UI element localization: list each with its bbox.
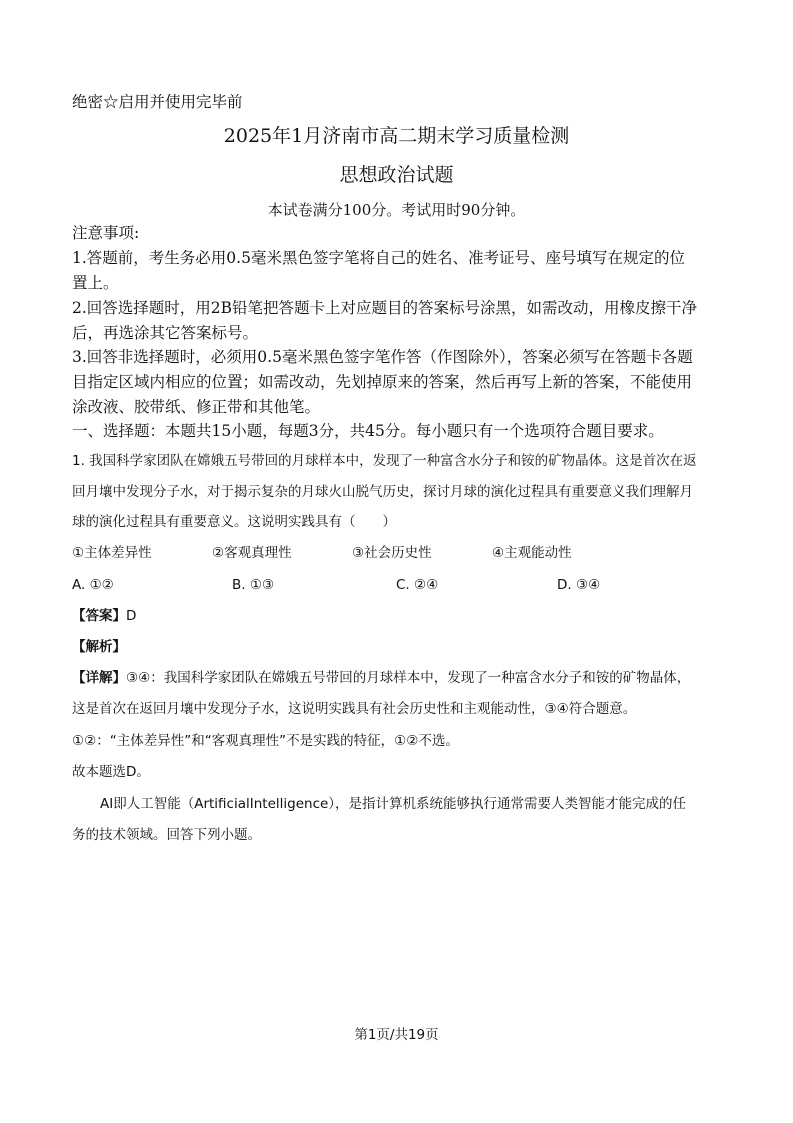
notes-line: 涂改液、胶带纸、修正带和其他笔。 <box>72 398 321 416</box>
detail-line: 这是首次在返回月壤中发现分子水，这说明实践具有社会历史性和主观能动性，③④符合题意。 <box>72 701 637 717</box>
analysis-tag: 【解析】 <box>72 639 126 655</box>
detail-line <box>72 669 690 687</box>
notes-line: 后，再选涂其它答案标号。 <box>72 324 259 342</box>
detail-line: 故本题选D。 <box>72 764 150 780</box>
statement-1: ①主体差异性 <box>72 545 152 561</box>
statement-2: ②客观真理性 <box>212 545 292 561</box>
exam-info: 本试卷满分100分。考试用时90分钟。 <box>267 201 526 219</box>
option-a: A. ①② <box>72 577 114 593</box>
question-stem-line: 1. 我国科学家团队在嫦娥五号带回的月球样本中，发现了一种富含水分子和铵的矿物晶体。这是首次在返 <box>72 453 697 469</box>
statement-3: ③社会历史性 <box>352 545 432 561</box>
section-heading: 一、选择题：本题共15小题，每题3分，共45分。每小题只有一个选项符合题目要求。 <box>72 422 664 440</box>
question-stem-line: 球的演化过程具有重要意义。这说明实践具有（ ） <box>72 514 396 530</box>
option-d: D. ③④ <box>557 577 601 593</box>
notes-line: 置上。 <box>72 274 119 292</box>
option-c: C. ②④ <box>396 577 439 593</box>
notes-line: 3.回答非选择题时，必须用0.5毫米黑色签字笔作答（作图除外），答案必须写在答题卡各题 <box>72 348 693 366</box>
passage-line: 务的技术领域。回答下列小题。 <box>72 827 261 843</box>
notes-line: 2.回答选择题时，用2B铅笔把答题卡上对应题目的答案标号涂黑，如需改动，用橡皮擦干净 <box>72 299 698 317</box>
detail-text: ③④：我国科学家团队在嫦娥五号带回的月球样本中，发现了一种富含水分子和铵的矿物晶体， <box>126 670 691 686</box>
option-b: B. ①③ <box>232 577 275 593</box>
notes-line: 目指定区域内相应的位置；如需改动，先划掉原来的答案，然后再写上新的答案，不能使用 <box>72 373 693 391</box>
detail-line: ①②：“主体差异性”和“客观真理性”不是实践的特征，①②不选。 <box>72 733 459 749</box>
notes-heading: 注意事项: <box>72 224 140 242</box>
statement-4: ④主观能动性 <box>492 545 572 561</box>
answer-tag: 【答案】 <box>72 608 126 624</box>
answer-line <box>72 607 136 625</box>
detail-tag: 【详解】 <box>72 670 126 686</box>
notes-line: 1.答题前，考生务必用0.5毫米黑色签字笔将自己的姓名、准考证号、座号填写在规定的位 <box>72 249 685 267</box>
passage-line: AI即人工智能（ArtificialIntelligence），是指计算机系统能够执行通常需要人类智能才能完成的任 <box>100 796 687 812</box>
question-stem-line: 回月壤中发现分子水，对于揭示复杂的月球火山脱气历史，探讨月球的演化过程具有重要意义我们理解月 <box>72 484 693 500</box>
page-number: 第1页/共19页 <box>354 1027 439 1043</box>
confidential-label: 绝密☆启用并使用完毕前 <box>72 93 243 111</box>
exam-title: 2025年1月济南市高二期末学习质量检测 <box>223 125 570 147</box>
subject-title: 思想政治试题 <box>339 164 454 186</box>
answer-value: D <box>126 608 137 624</box>
